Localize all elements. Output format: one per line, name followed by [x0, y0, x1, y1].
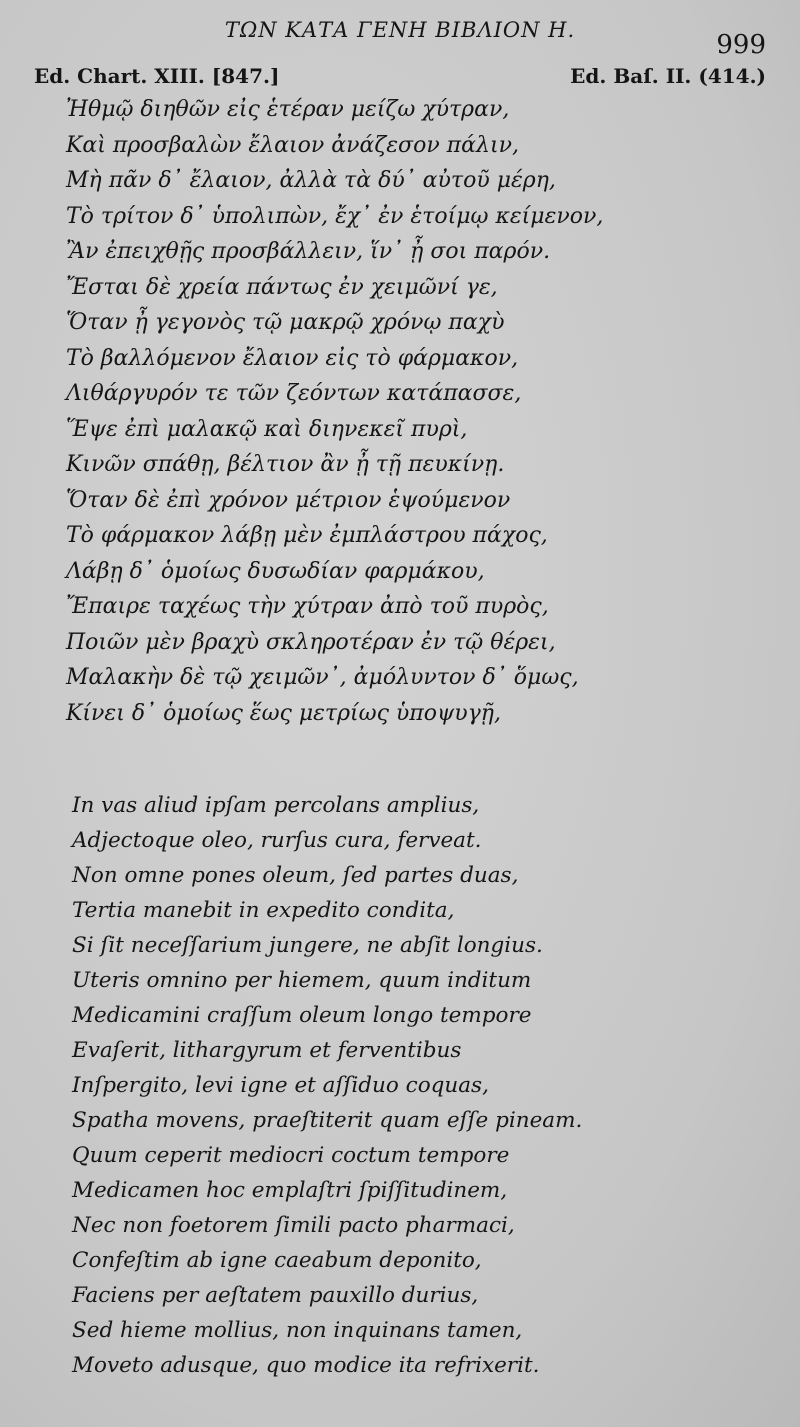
- greek-line: Ὅταν δὲ ἐπὶ χρόνον μέτριον ἑψούμενον: [66, 487, 511, 513]
- greek-line: Τὸ βαλλόμενον ἔλαιον εἰς τὸ φάρμακον,: [66, 345, 519, 371]
- latin-line: Nec non foetorem ſimili pacto pharmaci,: [72, 1213, 515, 1238]
- greek-line: Μαλακὴν δὲ τῷ χειμῶν᾽, ἀμόλυντον δ᾽ ὅμως,: [66, 665, 579, 690]
- latin-line: Tertia manebit in expedito condita,: [72, 898, 455, 923]
- greek-line: Κίνει δ᾽ ὁμοίως ἕως μετρίως ὑποψυγῇ,: [66, 700, 501, 726]
- greek-line: Τὸ φάρμακον λάβῃ μὲν ἐμπλάστρου πάχος,: [66, 523, 548, 548]
- latin-line: Medicamen hoc emplaſtri ſpiſſitudinem,: [72, 1178, 508, 1203]
- latin-line: Adjectoque oleo, rurſus cura, ferveat.: [72, 828, 482, 853]
- latin-line: Uteris omnino per hiemem, quum inditum: [72, 968, 532, 993]
- latin-line: Inſpergito, levi igne et aſſiduo coquas,: [72, 1073, 489, 1098]
- latin-line: Confeſtim ab igne caeabum deponito,: [72, 1248, 482, 1273]
- latin-line: In vas aliud ipſam percolans amplius,: [72, 793, 480, 818]
- greek-line: Καὶ προσβαλὼν ἔλαιον ἀνάζεσον πάλιν,: [66, 132, 519, 158]
- greek-verse-block: [66, 92, 746, 731]
- latin-line: Non omne pones oleum, ſed partes duas,: [72, 863, 519, 888]
- greek-line: Ἔσται δὲ χρεία πάντως ἐν χειμῶνί γε,: [66, 274, 498, 300]
- latin-line: Sed hieme mollius, non inquinans tamen,: [72, 1318, 523, 1343]
- greek-line: Μὴ πᾶν δ᾽ ἔλαιον, ἀλλὰ τὰ δύ᾽ αὐτοῦ μέρη,: [66, 168, 556, 193]
- latin-line: Si ſit neceſſarium jungere, ne abſit longius.: [72, 933, 543, 958]
- greek-line: Ἔπαιρε ταχέως τὴν χύτραν ἀπὸ τοῦ πυρὸς,: [66, 594, 549, 619]
- latin-line: Faciens per aeſtatem pauxillo durius,: [72, 1283, 479, 1308]
- greek-line: Τὸ τρίτον δ᾽ ὑπολιπὼν, ἔχ᾽ ἐν ἑτοίμῳ κείμενον,: [66, 203, 604, 229]
- greek-line: Ἂν ἐπειχθῇς προσβάλλειν, ἵν᾽ ᾖ σοι παρόν.: [66, 239, 551, 264]
- latin-line: Quum ceperit mediocri coctum tempore: [72, 1143, 510, 1168]
- greek-line: Λιθάργυρόν τε τῶν ζεόντων κατάπασσε,: [66, 381, 522, 406]
- greek-line: Ἕψε ἐπὶ μαλακῷ καὶ διηνεκεῖ πυρὶ,: [66, 416, 468, 442]
- running-title: ΤΩΝ ΚΑΤΑ ΓΕΝΗ ΒΙΒΛΙΟΝ Η.: [224, 18, 576, 42]
- latin-line: Evaſerit, lithargyrum et ferventibus: [72, 1038, 462, 1063]
- greek-line: Κινῶν σπάθῃ, βέλτιον ἂν ᾖ τῇ πευκίνῃ.: [66, 452, 505, 477]
- latin-line: Spatha movens, praeſtiterit quam eſſe pineam.: [72, 1108, 583, 1133]
- page-number: 999: [716, 30, 766, 60]
- greek-line: Ἠθμῷ διηθῶν εἰς ἑτέραν μείζω χύτραν,: [66, 97, 510, 122]
- greek-line: Λάβῃ δ᾽ ὁμοίως δυσωδίαν φαρμάκου,: [66, 558, 485, 584]
- greek-line: Ποιῶν μὲν βραχὺ σκληροτέραν ἐν τῷ θέρει,: [66, 629, 556, 655]
- latin-line: Medicamini craſſum oleum longo tempore: [72, 1003, 532, 1028]
- greek-line: Ὅταν ᾖ γεγονὸς τῷ μακρῷ χρόνῳ παχὺ: [66, 310, 505, 335]
- edition-reference-right: Ed. Baſ. II. (414.): [570, 64, 766, 88]
- latin-line: Moveto adusque, quo modice ita refrixerit.: [72, 1353, 540, 1378]
- edition-reference-left: Ed. Chart. XIII. [847.]: [34, 64, 280, 88]
- latin-verse-block: [66, 788, 746, 1383]
